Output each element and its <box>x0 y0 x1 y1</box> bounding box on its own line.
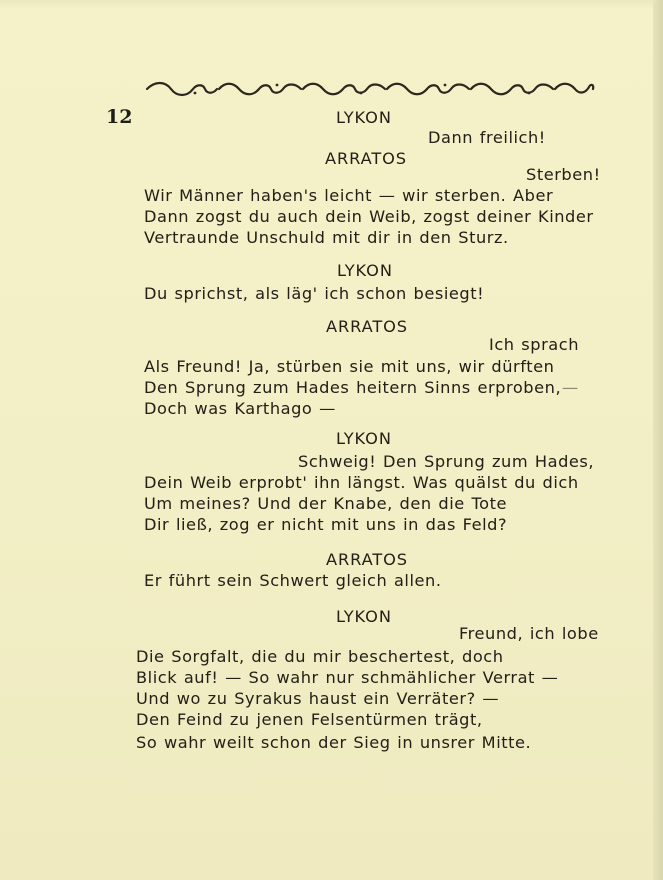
faint-dash: — <box>562 378 579 397</box>
verse-line: Den Feind zu jenen Felsentürmen trägt, <box>136 710 483 729</box>
verse-line: Er führt sein Schwert gleich allen. <box>144 571 442 590</box>
speaker-name: ARRATOS <box>326 550 408 569</box>
verse-line: Freund, ich lobe <box>459 624 599 643</box>
verse-line: Doch was Karthago — <box>144 399 336 418</box>
verse-line: Wir Männer haben's leicht — wir sterben. Aber <box>144 186 554 205</box>
page-right-edge <box>653 0 663 880</box>
verse-line: Ich sprach <box>489 335 580 354</box>
verse-line: Dann freilich! <box>428 128 546 147</box>
verse-line: Die Sorgfalt, die du mir beschertest, doch <box>136 647 504 666</box>
verse-line: Dir ließ, zog er nicht mit uns in das Feld? <box>144 515 508 534</box>
page-top-edge <box>0 0 663 8</box>
verse-line: Dann zogst du auch dein Weib, zogst deiner Kinder <box>144 207 594 226</box>
decorative-header-ornament-icon <box>145 79 595 99</box>
speaker-name: ARRATOS <box>326 317 408 336</box>
speaker-name: ARRATOS <box>325 149 407 168</box>
verse-line: Und wo zu Syrakus haust ein Verräter? — <box>136 689 500 708</box>
verse-line: Den Sprung zum Hades heitern Sinns erproben, <box>144 378 562 397</box>
verse-line: Schweig! Den Sprung zum Hades, <box>298 452 595 471</box>
speaker-name: LYKON <box>336 108 392 127</box>
verse-line: Du sprichst, als läg' ich schon besiegt! <box>144 284 485 303</box>
page-number: 12 <box>106 106 133 128</box>
verse-line: Um meines? Und der Knabe, den die Tote <box>144 494 508 513</box>
verse-line: Sterben! <box>526 165 601 184</box>
speaker-name: LYKON <box>336 607 392 626</box>
speaker-name: LYKON <box>337 261 393 280</box>
verse-line: Vertraunde Unschuld mit dir in den Sturz. <box>144 228 509 247</box>
verse-line: So wahr weilt schon der Sieg in unsrer Mitte. <box>136 733 532 752</box>
verse-line: Dein Weib erprobt' ihn längst. Was quälst du dich <box>144 473 579 492</box>
verse-line: Blick auf! — So wahr nur schmählicher Verrat — <box>136 668 559 687</box>
speaker-name: LYKON <box>336 429 392 448</box>
verse-line: Als Freund! Ja, stürben sie mit uns, wir dürften <box>144 357 555 376</box>
